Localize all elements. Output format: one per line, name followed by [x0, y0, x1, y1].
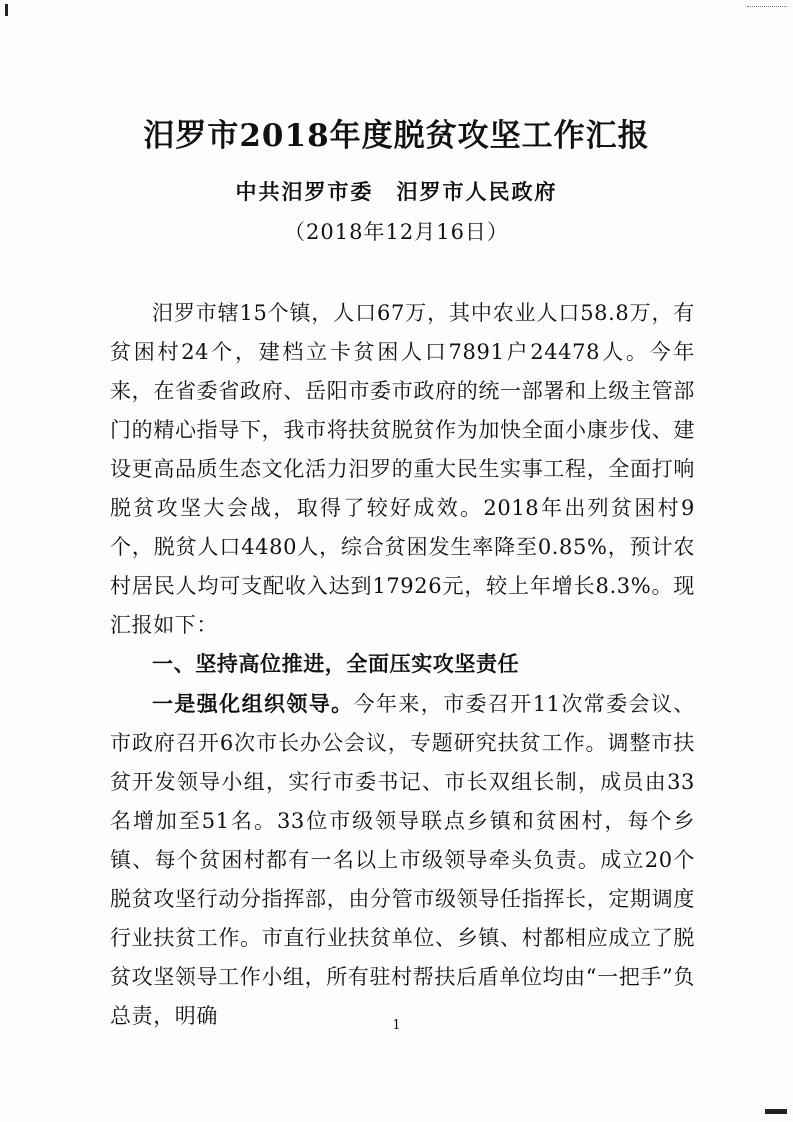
- date-line: （2018年12月16日）: [284, 220, 509, 244]
- section-paragraph: [110, 684, 695, 1036]
- document-title: 汨罗市2018年度脱贫攻坚工作汇报: [143, 118, 650, 154]
- scan-artifact-mark: [5, 4, 8, 16]
- paragraph-lead: 一是强化组织领导。: [152, 691, 354, 716]
- section-heading: 一、坚持高位推进，全面压实攻坚责任: [152, 652, 520, 676]
- paragraph-text: 今年来，市委召开11次常委会议、市政府召开6次市长办公会议，专题研究扶贫工作。调整市扶贫开发领导小组，实行市委书记、市长双组长制，成员由33名增加至51名。33位市级领导联点乡镇和贫困村，每个乡镇、每个贫困村都有一名以上市级领导牵头负责。成立20个脱贫攻坚行动分指挥部，由分管市级领导任指挥长，定期调度行业扶贫工作。市直行业扶贫单位、乡镇、村都相应成立了脱贫攻坚领导工作小组，所有驻村帮扶后盾单位均由“一把手”负总责，明确: [110, 692, 695, 1028]
- scan-artifact-mark: [765, 1109, 787, 1114]
- issuer-line: 中共汨罗市委 汨罗市人民政府: [235, 179, 558, 204]
- intro-paragraph: 汨罗市辖15个镇，人口67万，其中农业人口58.8万，有贫困村24个，建档立卡贫困人口7891户24478人。今年来，在省委省政府、岳阳市委市政府的统一部署和上级主管部门的精心指导下，我市将扶贫脱贫作为加快全面小康步伐、建设更高品质生态文化活力汨罗的重大民生实事工程，全面打响脱贫攻坚大会战，取得了较好成效。2018年出列贫困村9个，脱贫人口4480人，综合贫困发生率降至0.85%，预计农村居民人均可支配收入达到17926元，较上年增长8.3%。现汇报如下：: [110, 301, 695, 637]
- document-body: [110, 294, 695, 1036]
- scan-artifact-mark: [747, 6, 787, 9]
- page-number: 1: [392, 1018, 401, 1033]
